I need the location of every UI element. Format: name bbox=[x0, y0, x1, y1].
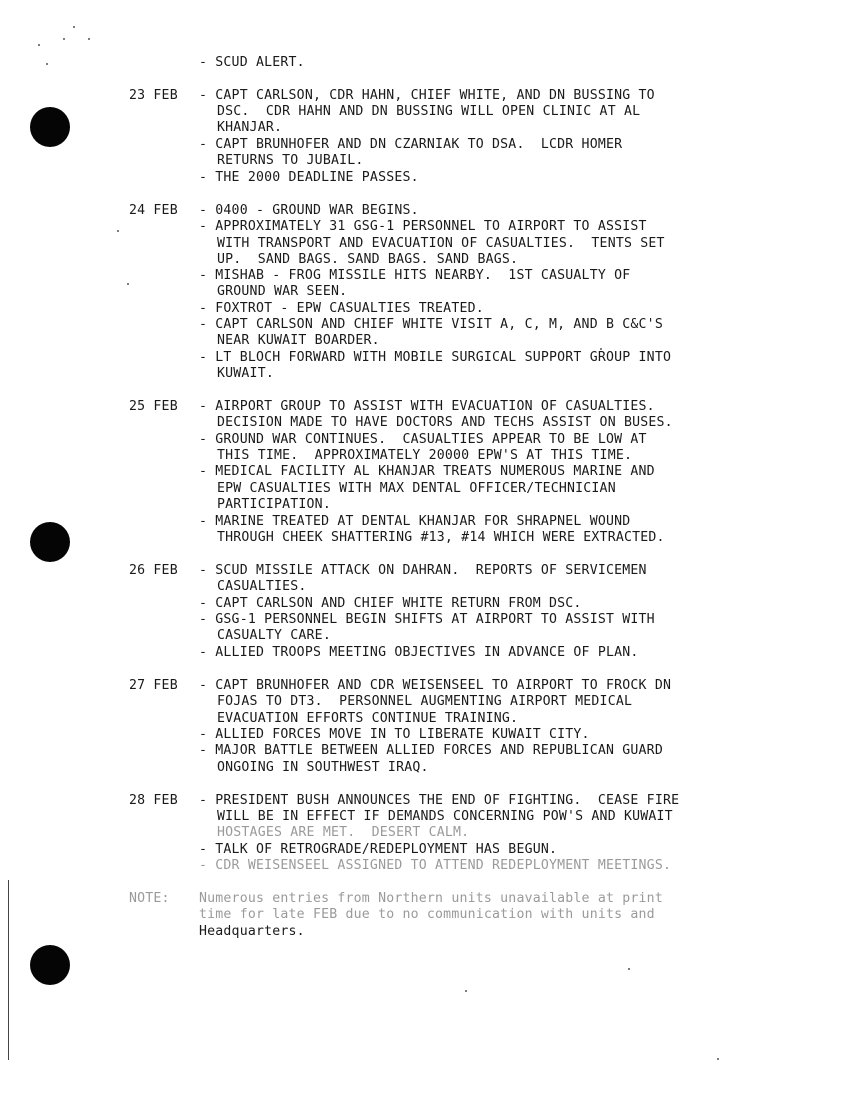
log-entry-line: EVACUATION EFFORTS CONTINUE TRAINING. bbox=[217, 711, 519, 726]
note-label: NOTE: bbox=[129, 891, 170, 906]
log-entry-line: - CAPT CARLSON AND CHIEF WHITE RETURN FROM DSC. bbox=[199, 596, 582, 611]
binder-hole-middle bbox=[30, 522, 70, 562]
log-entry-line: DSC. CDR HAHN AND DN BUSSING WILL OPEN CLINIC AT AL bbox=[217, 104, 641, 119]
log-entry-line: - GSG-1 PERSONNEL BEGIN SHIFTS AT AIRPORT TO ASSIST WITH bbox=[199, 612, 655, 627]
log-entry-line: HOSTAGES ARE MET. DESERT CALM. bbox=[217, 825, 470, 840]
log-entry-line: Headquarters. bbox=[199, 924, 305, 939]
log-entry-line: - ALLIED TROOPS MEETING OBJECTIVES IN ADVANCE OF PLAN. bbox=[199, 645, 639, 660]
log-entry-line: - SCUD ALERT. bbox=[199, 55, 305, 70]
log-entry-line: - CAPT BRUNHOFER AND DN CZARNIAK TO DSA. LCDR HOMER bbox=[199, 137, 623, 152]
log-entry-line: WITH TRANSPORT AND EVACUATION OF CASUALTIES. TENTS SET bbox=[217, 236, 665, 251]
log-entry-line: FOJAS TO DT3. PERSONNEL AUGMENTING AIRPORT MEDICAL bbox=[217, 694, 633, 709]
scan-speck bbox=[73, 26, 75, 28]
log-entry-line: UP. SAND BAGS. SAND BAGS. SAND BAGS. bbox=[217, 252, 519, 267]
log-entry-line: RETURNS TO JUBAIL. bbox=[217, 153, 364, 168]
log-entry-line: - ALLIED FORCES MOVE IN TO LIBERATE KUWAIT CITY. bbox=[199, 727, 590, 742]
log-entry-line: - FOXTROT - EPW CASUALTIES TREATED. bbox=[199, 301, 484, 316]
scan-speck bbox=[88, 38, 90, 40]
log-entry-line: - MARINE TREATED AT DENTAL KHANJAR FOR SHRAPNEL WOUND bbox=[199, 514, 631, 529]
log-entry-line: CASUALTIES. bbox=[217, 579, 307, 594]
scan-speck bbox=[38, 44, 40, 46]
log-entry-line: PARTICIPATION. bbox=[217, 497, 331, 512]
log-entry-line: CASUALTY CARE. bbox=[217, 628, 331, 643]
log-entry-line: - MEDICAL FACILITY AL KHANJAR TREATS NUMEROUS MARINE AND bbox=[199, 464, 655, 479]
log-entry-line: - 0400 - GROUND WAR BEGINS. bbox=[199, 203, 419, 218]
log-entry-line: - CAPT CARLSON AND CHIEF WHITE VISIT A, C, M, AND B C&C'S bbox=[199, 317, 663, 332]
log-entry-line: EPW CASUALTIES WITH MAX DENTAL OFFICER/TECHNICIAN bbox=[217, 481, 616, 496]
scan-speck bbox=[46, 63, 48, 65]
log-entry-line: - MISHAB - FROG MISSILE HITS NEARBY. 1ST CASUALTY OF bbox=[199, 268, 631, 283]
date-label: 24 FEB bbox=[129, 203, 178, 218]
scan-speck bbox=[117, 230, 119, 232]
log-entry-line: GROUND WAR SEEN. bbox=[217, 284, 348, 299]
log-entry-line: - SCUD MISSILE ATTACK ON DAHRAN. REPORTS OF SERVICEMEN bbox=[199, 563, 647, 578]
log-entry-line: NEAR KUWAIT BOARDER. bbox=[217, 333, 380, 348]
date-label: 25 FEB bbox=[129, 399, 178, 414]
log-entry-line: KHANJAR. bbox=[217, 120, 283, 135]
binder-hole-top bbox=[30, 107, 70, 147]
date-label: 28 FEB bbox=[129, 793, 178, 808]
log-entry-line: - APPROXIMATELY 31 GSG-1 PERSONNEL TO AIRPORT TO ASSIST bbox=[199, 219, 647, 234]
log-entry-line: KUWAIT. bbox=[217, 366, 274, 381]
log-entry-line: THIS TIME. APPROXIMATELY 20000 EPW'S AT THIS TIME. bbox=[217, 448, 633, 463]
date-label: 27 FEB bbox=[129, 678, 178, 693]
scan-edge-line bbox=[8, 880, 9, 1060]
log-entry-line: - CDR WEISENSEEL ASSIGNED TO ATTEND REDEPLOYMENT MEETINGS. bbox=[199, 858, 672, 873]
log-entry-line: - PRESIDENT BUSH ANNOUNCES THE END OF FIGHTING. CEASE FIRE bbox=[199, 793, 680, 808]
log-entry-line: - GROUND WAR CONTINUES. CASUALTIES APPEAR TO BE LOW AT bbox=[199, 432, 647, 447]
log-entry-line: Numerous entries from Northern units unavailable at print bbox=[199, 891, 663, 906]
scan-speck bbox=[63, 38, 65, 40]
log-entry-line: - CAPT CARLSON, CDR HAHN, CHIEF WHITE, AND DN BUSSING TO bbox=[199, 88, 655, 103]
log-entry-line: - LT BLOCH FORWARD WITH MOBILE SURGICAL SUPPORT GROUP INTO bbox=[199, 350, 672, 365]
log-entry-line: WILL BE IN EFFECT IF DEMANDS CONCERNING POW'S AND KUWAIT bbox=[217, 809, 673, 824]
scan-speck bbox=[628, 968, 630, 970]
scan-speck bbox=[717, 1058, 719, 1060]
log-entry-line: - THE 2000 DEADLINE PASSES. bbox=[199, 170, 419, 185]
log-entry-line: time for late FEB due to no communication with units and bbox=[199, 907, 655, 922]
log-entry-line: - AIRPORT GROUP TO ASSIST WITH EVACUATION OF CASUALTIES. bbox=[199, 399, 655, 414]
date-label: 26 FEB bbox=[129, 563, 178, 578]
scan-speck bbox=[127, 283, 129, 285]
binder-hole-bottom bbox=[30, 945, 70, 985]
log-entry-line: ONGOING IN SOUTHWEST IRAQ. bbox=[217, 760, 429, 775]
log-entry-line: THROUGH CHEEK SHATTERING #13, #14 WHICH WERE EXTRACTED. bbox=[217, 530, 665, 545]
scan-speck bbox=[465, 990, 467, 992]
log-entry-line: - MAJOR BATTLE BETWEEN ALLIED FORCES AND REPUBLICAN GUARD bbox=[199, 743, 663, 758]
log-entry-line: DECISION MADE TO HAVE DOCTORS AND TECHS ASSIST ON BUSES. bbox=[217, 415, 673, 430]
log-entry-line: - TALK OF RETROGRADE/REDEPLOYMENT HAS BEGUN. bbox=[199, 842, 558, 857]
log-entry-line: - CAPT BRUNHOFER AND CDR WEISENSEEL TO AIRPORT TO FROCK DN bbox=[199, 678, 672, 693]
date-label: 23 FEB bbox=[129, 88, 178, 103]
